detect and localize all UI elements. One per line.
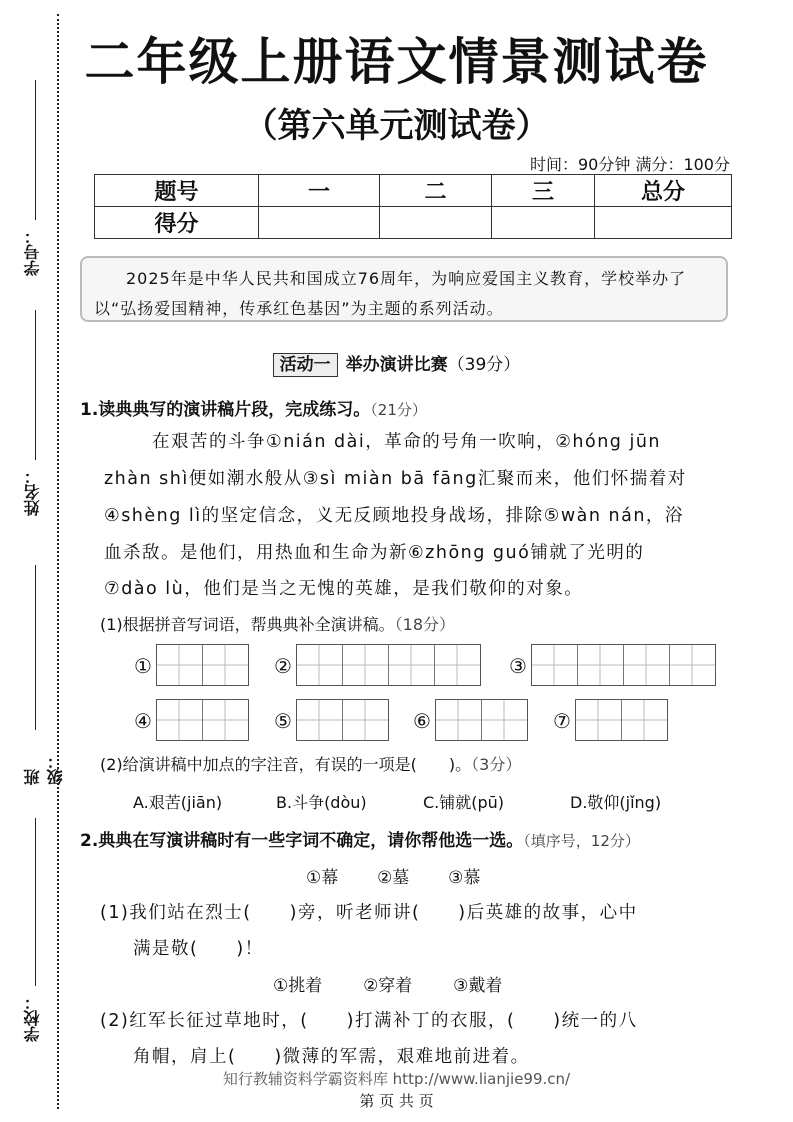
student-id-label: 学号： [23,228,42,276]
writing-cell[interactable] [389,645,435,685]
class-underline [35,565,36,730]
writing-cell[interactable] [435,645,480,685]
sub-question-1-points: （18分） [394,615,456,634]
activity-tag: 活动一 [273,353,338,377]
score-input-cell[interactable] [492,207,595,239]
writing-cell[interactable] [297,645,343,685]
page-subtitle: （第六单元测试卷） [243,106,550,146]
score-input-cell[interactable] [380,207,492,239]
school-underline [35,818,36,986]
option-c[interactable]: C.铺就(pū) [423,793,505,812]
writing-grid-7[interactable] [575,699,668,741]
writing-cell[interactable] [343,700,388,740]
question-1-points: （21分） [370,401,427,419]
writing-grid-2[interactable] [296,644,481,686]
choice-group-2 [273,971,502,996]
writing-cell[interactable] [343,645,389,685]
blank-marker: ⑦ [553,709,571,733]
sub-question-1 [100,612,455,635]
writing-grid-4[interactable] [156,699,249,741]
writing-grid-1[interactable] [156,644,249,686]
writing-cell[interactable] [622,700,667,740]
writing-grid-6[interactable] [435,699,528,741]
activity-points: （39分） [447,355,521,375]
score-table [94,174,732,239]
writing-cell[interactable] [578,645,624,685]
q2-sub2-line: 角帽，肩上( )微薄的军需，艰难地前进着。 [133,1047,530,1067]
score-header-cell: 二 [380,175,492,207]
choice-item: ②墓 [377,868,410,888]
score-row-label: 得分 [95,207,259,239]
blank-marker: ③ [509,654,527,678]
sub-question-2 [100,752,521,775]
writing-cell[interactable] [576,700,622,740]
time-score-info: 时间：90分钟 满分：100分 [530,155,730,174]
score-table-score-row [95,207,732,239]
score-header-cell: 总分 [595,175,732,207]
writing-cell[interactable] [436,700,482,740]
choice-item: ①挑着 [273,976,323,996]
intro-box: 2025年是中华人民共和国成立76周年，为响应爱国主义教育，学校举办了以“弘扬爱国精神，传承红色基因”为主题的系列活动。 [80,256,728,322]
writing-cell[interactable] [624,645,670,685]
choice-item: ②穿着 [363,976,413,996]
activity-heading [0,350,793,375]
option-a[interactable]: A.艰苦(jiān) [133,793,223,812]
score-input-cell[interactable] [595,207,732,239]
question-2-points: （填序号，12分） [523,832,640,850]
score-header-cell: 一 [259,175,380,207]
name-label: 姓名： [23,468,42,516]
score-table-header-row [95,175,732,207]
name-underline [35,310,36,460]
writing-cell[interactable] [203,645,248,685]
option-d[interactable]: D.敬仰(jǐng) [570,793,662,812]
activity-title: 举办演讲比赛 [345,355,448,375]
q2-sub1-line: (1)我们站在烈士( )旁，听老师讲( )后英雄的故事，心中 [100,903,638,923]
binding-dotted-line [57,14,59,1109]
writing-cell[interactable] [532,645,578,685]
page-number: 第 页 共 页 [359,1092,434,1110]
passage-line: 在艰苦的斗争①nián dài，革命的号角一吹响，②hóng jūn [152,432,662,452]
source-watermark: 知行教辅资料学霸资料库 http://www.lianjie99.cn/ [222,1070,571,1088]
writing-cell[interactable] [157,700,203,740]
passage-line: 血杀敌。是他们，用热血和生命为新⑥zhōng guó铺就了光明的 [104,543,645,563]
choice-item: ③慕 [448,868,481,888]
class-label: 班级： [23,753,65,785]
writing-cell[interactable] [203,700,248,740]
q2-sub1-line: 满是敬( )！ [133,939,264,959]
score-input-cell[interactable] [259,207,380,239]
writing-grid-3[interactable] [531,644,716,686]
page-title: 二年级上册语文情景测试卷 [84,33,709,91]
choice-item: ③戴着 [453,976,503,996]
blank-marker: ⑤ [274,709,292,733]
score-header-cell: 题号 [95,175,259,207]
question-1-text: 1.读典典写的演讲稿片段，完成练习。 [80,400,371,420]
writing-cell[interactable] [297,700,343,740]
class-field[interactable] [13,565,65,785]
passage-line: zhàn shì便如潮水般从③sì miàn bā fāng汇聚而来，他们怀揣着对 [104,469,687,489]
question-2-stem [80,826,640,851]
writing-cell[interactable] [482,700,527,740]
blank-marker: ② [274,654,292,678]
blank-marker: ⑥ [413,709,431,733]
q2-sub2-line: (2)红军长征过草地时，( )打满补丁的衣服，( )统一的八 [100,1011,638,1031]
question-2-text: 2.典典在写演讲稿时有一些字词不确定，请你帮他选一选。 [80,831,524,851]
writing-grid-5[interactable] [296,699,389,741]
school-label: 学校： [23,994,42,1042]
blank-marker: ① [134,654,152,678]
writing-cell[interactable] [670,645,715,685]
passage-line: ④shèng lì的坚定信念，义无反顾地投身战场，排除⑤wàn nán，浴 [104,506,684,526]
writing-cell[interactable] [157,645,203,685]
option-b[interactable]: B.斗争(dòu) [276,793,367,812]
choice-group-1 [306,863,480,888]
name-field[interactable] [13,310,47,530]
passage-line: ⑦dào lù，他们是当之无愧的英雄，是我们敬仰的对象。 [104,579,584,599]
score-header-cell: 三 [492,175,595,207]
sub-question-2-points: （3分） [471,755,522,774]
choice-item: ①幕 [306,868,339,888]
sub-question-2-text: (2)给演讲稿中加点的字注音，有误的一项是( )。 [100,755,472,774]
blank-marker: ④ [134,709,152,733]
question-1-stem [80,395,427,420]
sub-question-1-text: (1)根据拼音写词语，帮典典补全演讲稿。 [100,615,395,634]
school-field[interactable] [13,818,47,1048]
